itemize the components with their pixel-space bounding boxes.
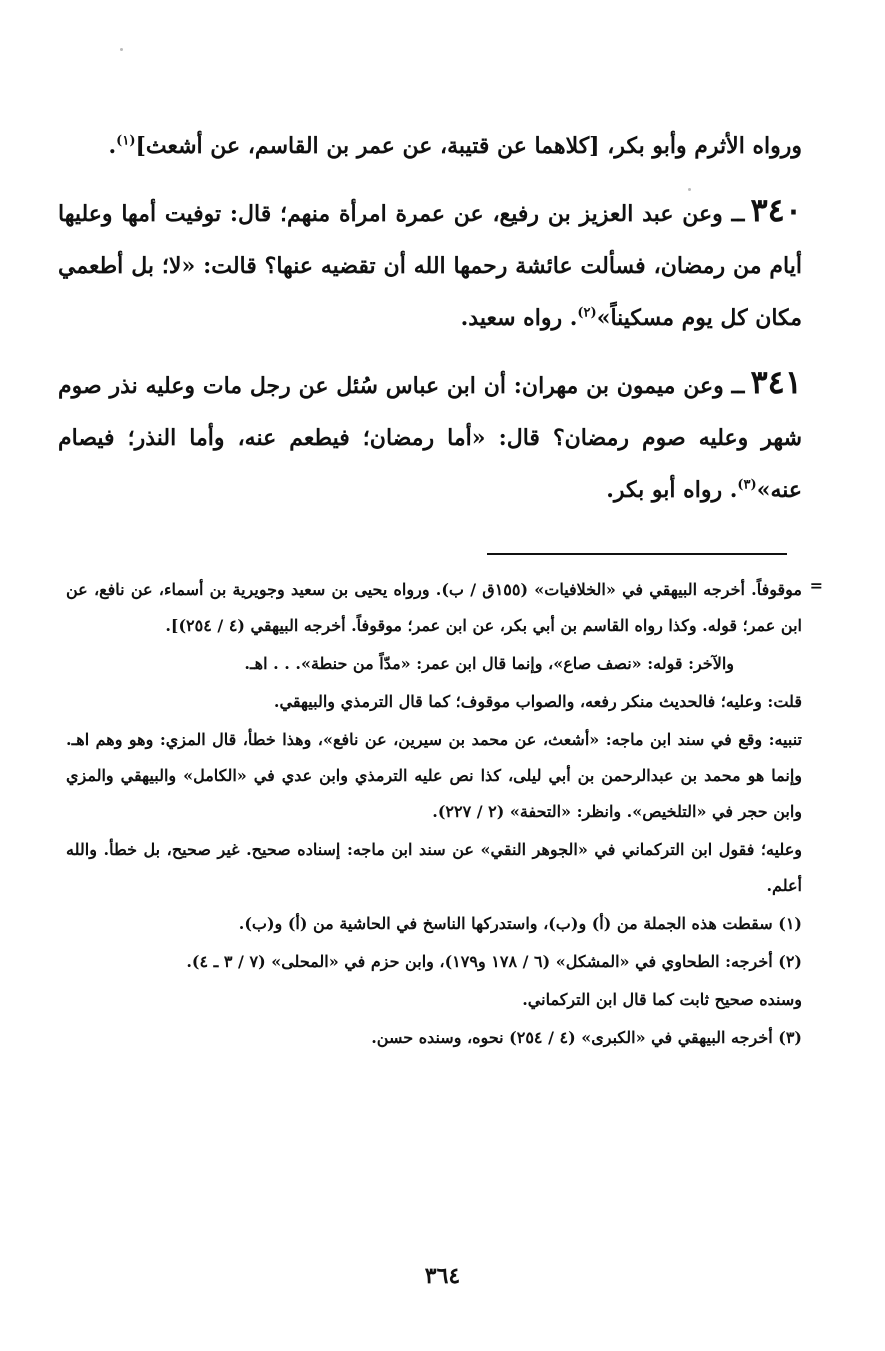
scan-speck — [120, 48, 123, 51]
footnote-2: (٢) أخرجه: الطحاوي في «المشكل» (٦ / ١٧٨ و١٧٩)، وابن حزم في «المحلى» (٧ / ٣ ـ ٤). — [186, 952, 802, 971]
footnote-2-note: وسنده صحيح ثابت كما قال ابن التركماني. — [522, 990, 802, 1009]
page-number: ٣٦٤ — [424, 1263, 461, 1289]
hadith-341-text: ــ وعن ميمون بن مهران: أن ابن عباس سُئل عن رجل مات وعليه نذر صوم شهر وعليه صوم رمضان؟ قال: «أما رمضان؛ فيطعم عنه، وأما النذر؛ فيصام عنه» — [58, 373, 802, 503]
footnote-continuation-3: قلت: وعليه؛ فالحديث منكر رفعه، والصواب موقوف؛ كما قال الترمذي والبيهقي. — [273, 692, 802, 711]
footnote-ref-2[interactable]: (٢) — [577, 305, 597, 321]
hadith-341-end: . رواه أبو بكر. — [606, 477, 738, 503]
footnote-continuation-5: وعليه؛ فقول ابن التركماني في «الجوهر النقي» عن سند ابن ماجه: إسناده صحيح. غير صحيح، بل خطأ. والله أعلم. — [66, 840, 802, 895]
footnote-3: (٣) أخرجه البيهقي في «الكبرى» (٤ / ٢٥٤) نحوه، وسنده حسن. — [371, 1028, 802, 1047]
paragraph-athram-end: . — [108, 133, 117, 159]
hadith-number-340: ٣٤٠ — [750, 191, 802, 229]
footnote-ref-3[interactable]: (٣) — [737, 477, 757, 493]
footnote-continuation-4: تنبيه: وقع في سند ابن ماجه: «أشعث، عن محمد بن سيرين، عن نافع»، وهذا خطأ، قال المزي: وهو وهم اهـ. وإنما هو محمد بن عبدالرحمن بن أبي ليلى، كذا نص عليه الترمذي وابن عدي في «الكامل» والبيهقي والمزي وابن حجر في «التلخيص». وانظر: «التحفة» (٢ / ٢٢٧). — [66, 730, 802, 821]
main-text — [58, 120, 802, 528]
footnotes — [66, 572, 802, 1058]
footnote-ref-1[interactable]: (١) — [116, 133, 136, 149]
hadith-number-341: ٣٤١ — [750, 363, 802, 401]
footnote-separator — [487, 553, 787, 555]
continuation-mark: = — [809, 576, 823, 595]
hadith-340-text: ــ وعن عبد العزيز بن رفيع، عن عمرة امرأة منهم؛ قال: توفيت أمها وعليها أيام من رمضان، فسألت عائشة رحمها الله أن تقضيه عنها؟ قالت: «لا؛ بل أطعمي مكان كل يوم مسكيناً» — [58, 201, 802, 331]
paragraph-athram — [58, 120, 802, 172]
footnote-1: (١) سقطت هذه الجملة من (أ) و(ب)، واستدركها الناسخ في الحاشية من (أ) و(ب). — [238, 914, 802, 933]
hadith-340-end: . رواه سعيد. — [460, 305, 578, 331]
scan-speck — [688, 188, 691, 191]
hadith-340 — [58, 184, 802, 344]
footnote-continuation-1: موقوفاً. أخرجه البيهقي في «الخلافيات» (١٥٥ق / ب). ورواه يحيى بن سعيد وجويرية بن أسماء، عن نافع، عن ابن عمر؛ قوله. وكذا رواه القاسم بن أبي بكر، عن ابن عمر؛ موقوفاً. أخرجه البيهقي (٤ / ٢٥٤)]. — [66, 580, 803, 635]
paragraph-athram-text: ورواه الأثرم وأبو بكر، [كلاهما عن قتيبة، عن عمر بن القاسم، عن أشعث] — [135, 133, 802, 159]
footnote-continuation-2: والآخر: قوله: «نصف صاع»، وإنما قال ابن عمر: «مدّاً من حنطة». . . اهـ. — [244, 654, 734, 673]
hadith-341 — [58, 356, 802, 516]
